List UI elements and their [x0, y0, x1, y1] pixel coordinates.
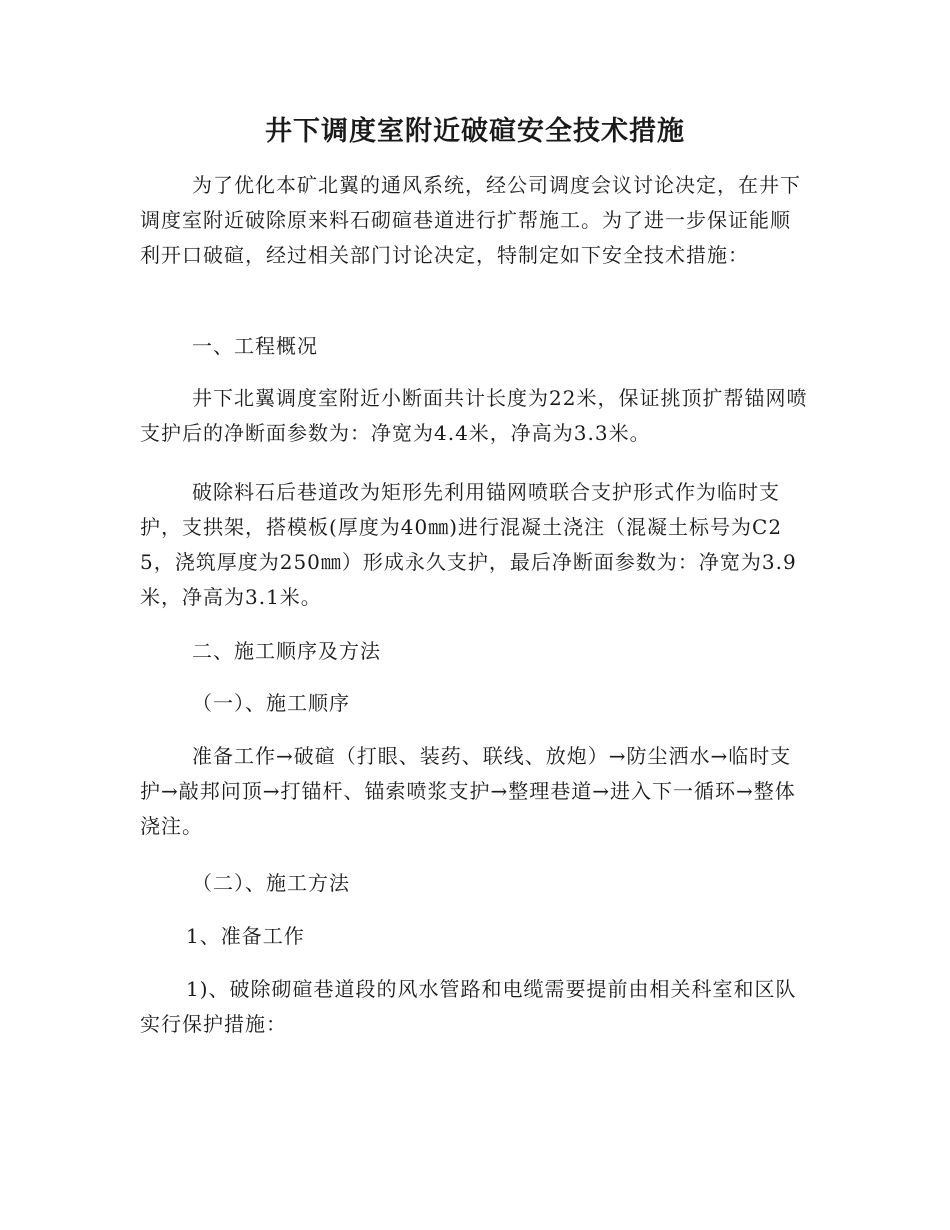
overview-paragraph-2: 破除料石后巷道改为矩形先利用锚网喷联合支护形式作为临时支护，支拱架，搭模板(厚度为40㎜)进行混凝土浇注（混凝土标号为C25，浇筑厚度为250㎜）形成永久支护，最后净断面参数为：净宽为3.9米，净高为3.1米。	[140, 480, 797, 609]
subsection-heading-2: （二）、施工方法	[192, 871, 350, 895]
intro-paragraph: 为了优化本矿北翼的通风系统，经公司调度会议讨论决定，在井下调度室附近破除原来料石砌碹巷道进行扩帮施工。为了进一步保证能顺利开口破碹，经过相关部门讨论决定，特制定如下安全技术措施：	[140, 173, 801, 267]
section-heading-2: 二、施工顺序及方法	[192, 639, 381, 663]
sequence-paragraph: 准备工作→破碹（打眼、装药、联线、放炮）→防尘洒水→临时支护→敲邦问顶→打锚杆、锚索喷浆支护→整理巷道→进入下一循环→整体浇注。	[140, 744, 796, 838]
subsection-heading-1: （一）、施工顺序	[192, 691, 350, 715]
item-heading-1: 1、准备工作	[186, 924, 305, 948]
overview-paragraph-1: 井下北翼调度室附近小断面共计长度为22米，保证挑顶扩帮锚网喷支护后的净断面参数为：净宽为4.4米，净高为3.3米。	[140, 386, 808, 445]
section-heading-1: 一、工程概况	[192, 334, 318, 358]
document-title: 井下调度室附近破碹安全技术措施	[265, 116, 685, 147]
item-paragraph-1: 1)、破除砌碹巷道段的风水管路和电缆需要提前由相关科室和区队实行保护措施：	[140, 977, 797, 1036]
